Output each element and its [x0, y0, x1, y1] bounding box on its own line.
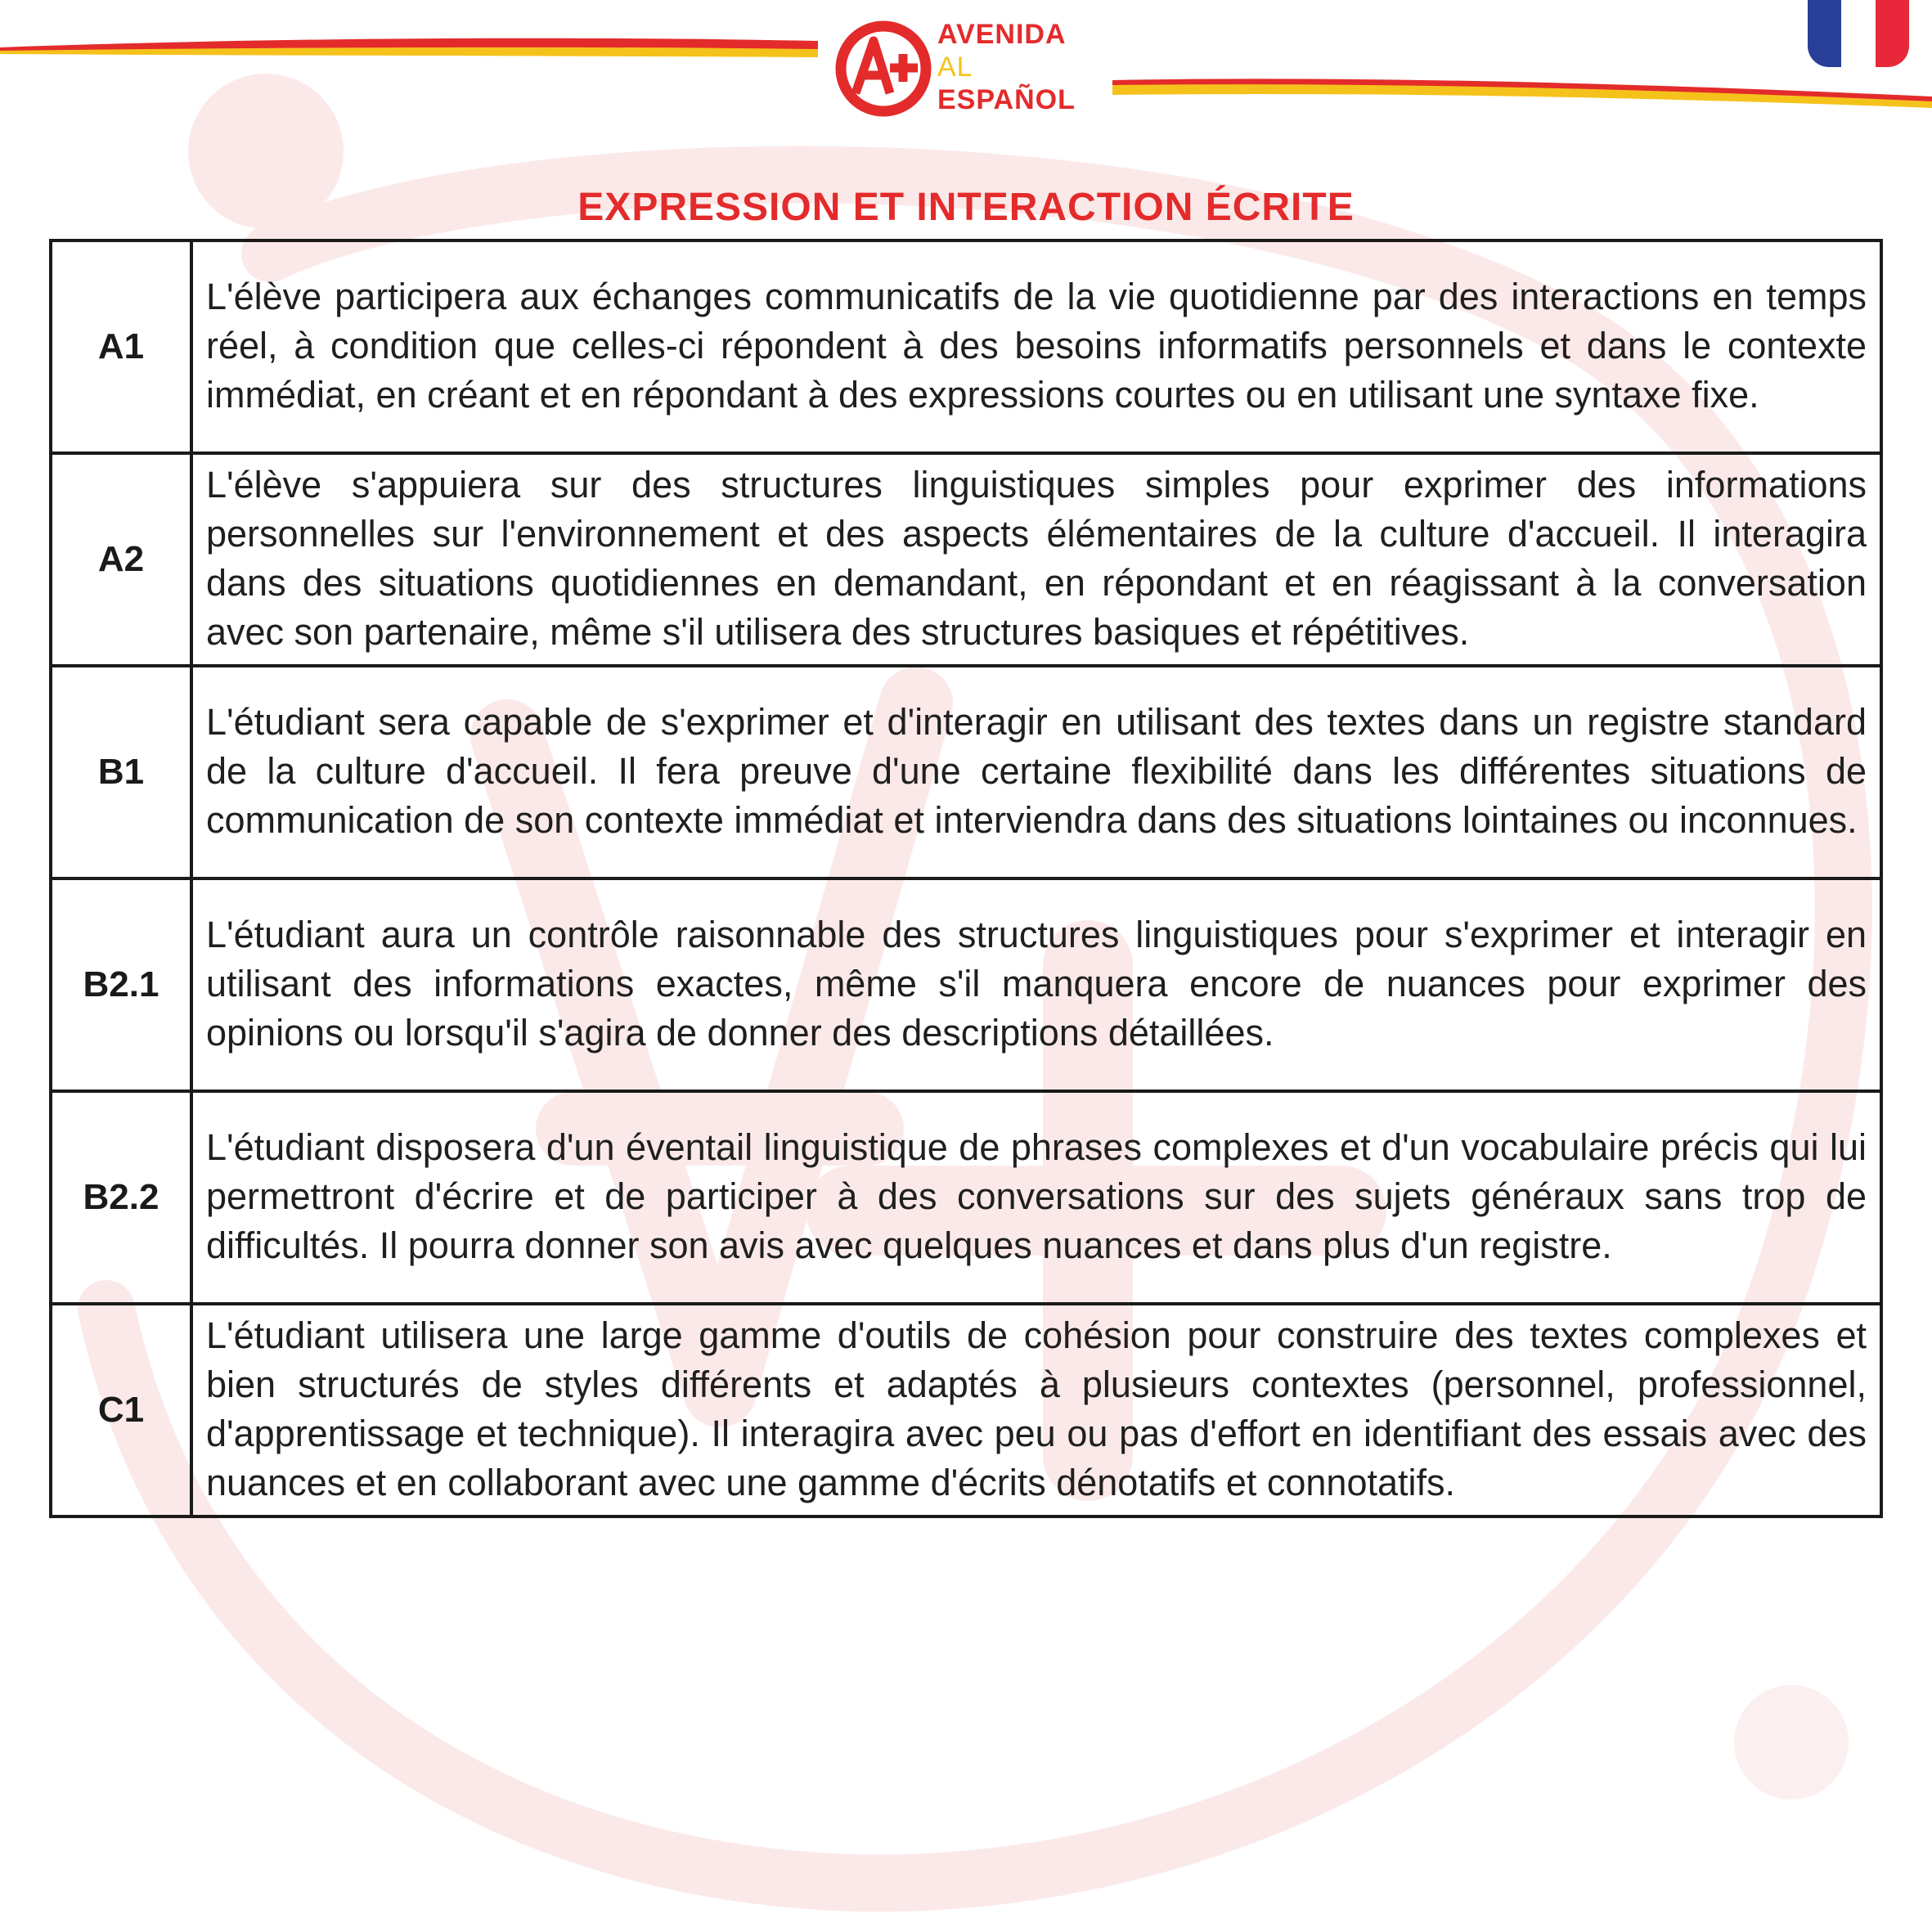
table-row [51, 666, 1881, 878]
levels-table [49, 239, 1883, 1518]
brand-name-line1: AVENIDA [937, 19, 1067, 50]
a-plus-logo-icon [831, 15, 937, 121]
level-description: L'étudiant utilisera une large gamme d'outils de cohésion pour construire des textes complexes et bien structurés de styles différents et adaptés à plusieurs contextes (personnel, professionnel, d'apprentissage et technique). Il interagira avec peu ou pas d'effort en identifiant des essais avec des nuances et en collaborant avec une gamme d'écrits dénotatifs et connotatifs. [191, 1304, 1881, 1516]
brand-name-line2: AL [937, 52, 973, 83]
table-row [51, 1304, 1881, 1516]
level-label: B2.2 [51, 1091, 191, 1304]
level-label: A2 [51, 453, 191, 666]
level-label: C1 [51, 1304, 191, 1516]
level-description: L'étudiant sera capable de s'exprimer et d'interagir en utilisant des textes dans un registre standard de la culture d'accueil. Il fera preuve d'une certaine flexibilité dans les différentes situations de communication de son contexte immédiat et interviendra dans des situations lointaines ou inconnues. [191, 666, 1881, 878]
brand-name-line3: ESPAÑOL [937, 84, 1076, 115]
brand-logo [831, 15, 1101, 121]
table-row [51, 878, 1881, 1091]
level-description: L'étudiant disposera d'un éventail linguistique de phrases complexes et d'un vocabulaire précis qui lui permettront d'écrire et de participer à des conversations sur des sujets généraux sans trop de difficultés. Il pourra donner son avis avec quelques nuances et dans plus d'un registre. [191, 1091, 1881, 1304]
level-description: L'élève s'appuiera sur des structures linguistiques simples pour exprimer des informations personnelles sur l'environnement et des aspects élémentaires de la culture d'accueil. Il interagira dans des situations quotidiennes en demandant, en répondant et en réagissant à la conversation avec son partenaire, même s'il utilisera des structures basiques et répétitives. [191, 453, 1881, 666]
level-label: B2.1 [51, 878, 191, 1091]
table-row [51, 1091, 1881, 1304]
page-title: EXPRESSION ET INTERACTION ÉCRITE [577, 186, 1355, 229]
level-description: L'élève participera aux échanges communicatifs de la vie quotidienne par des interactions en temps réel, à condition que celles-ci répondent à des besoins informatifs personnels et dans le contexte immédiat, en créant et en répondant à des expressions courtes ou en utilisant une syntaxe fixe. [191, 240, 1881, 453]
level-description: L'étudiant aura un contrôle raisonnable des structures linguistiques pour s'exprimer et interagir en utilisant des informations exactes, même s'il manquera encore de nuances pour exprimer des opinions ou lorsqu'il s'agira de donner des descriptions détaillées. [191, 878, 1881, 1091]
table-row [51, 240, 1881, 453]
level-label: A1 [51, 240, 191, 453]
france-flag-icon [1808, 0, 1909, 67]
table-row [51, 453, 1881, 666]
level-label: B1 [51, 666, 191, 878]
